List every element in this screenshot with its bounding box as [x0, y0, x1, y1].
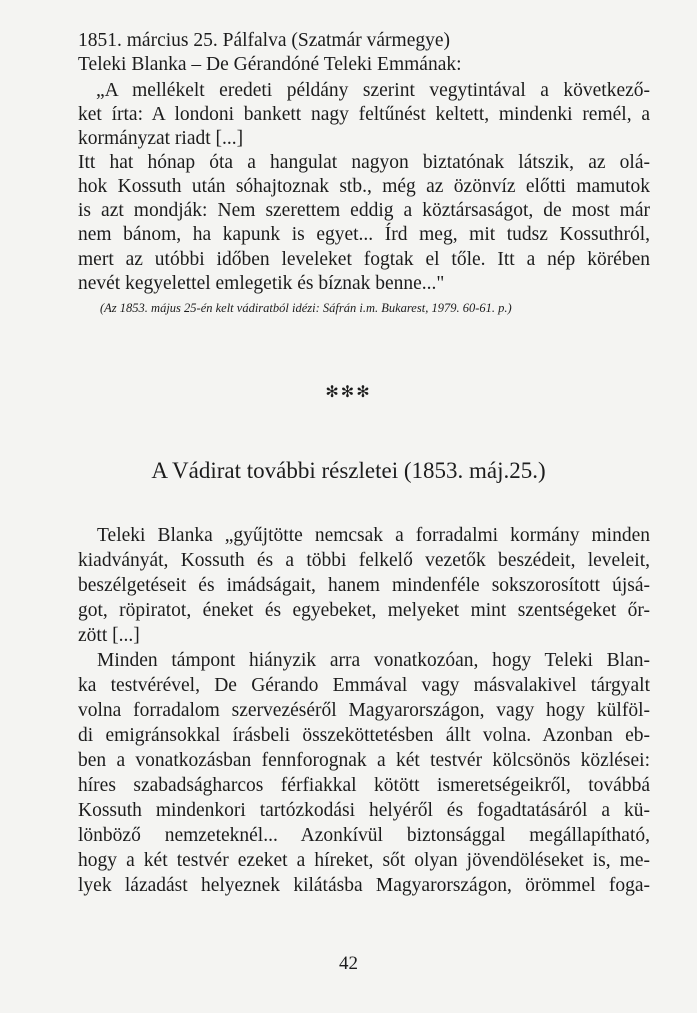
section-separator: ✻✻✻: [325, 384, 372, 401]
body-text-line: volna forradalom szervezéséről Magyarországon, vagy hogy külföl-: [78, 700, 650, 721]
letter-text-line: kormányzat riadt [...]: [78, 128, 244, 149]
letter-text-line: ket írta: A londoni bankett nagy feltűnést keltett, mindenki remél, a: [78, 104, 650, 125]
letter-date-line: 1851. március 25. Pálfalva (Szatmár vármegye): [78, 30, 450, 51]
letter-text-line: nem bánom, ha kapunk is egyet... Írd meg, mit tudsz Kossuthról,: [78, 224, 650, 245]
citation: (Az 1853. május 25-én kelt vádiratból idézi: Sáfrán i.m. Bukarest, 1979. 60-61. p.): [100, 301, 512, 315]
letter-text-line: hok Kossuth után sóhajtoznak stb., még az özönvíz előtti mamutok: [78, 176, 650, 197]
body-text-line: ben a vonatkozásban fennforognak a két testvér kölcsönös közlései:: [78, 750, 650, 771]
letter-text-line: is azt mondják: Nem szerettem eddig a köztársaságot, de most már: [78, 200, 650, 221]
body-text-line: lönböző nemzeteknél... Azonkívül biztonsággal megállapítható,: [78, 825, 650, 846]
letter-text-line: Itt hat hónap óta a hangulat nagyon biztatónak látszik, az olá-: [78, 152, 650, 173]
section-heading: A Vádirat további részletei (1853. máj.25.): [151, 458, 546, 483]
body-text-line: Minden támpont hiányzik arra vonatkozóan, hogy Teleki Blan-: [97, 650, 650, 671]
body-text-line: got, röpiratot, éneket és egyebeket, melyeket mint szentségeket őr-: [78, 600, 650, 621]
body-text-line: beszélgetéseit és imádságait, hanem mindenféle sokszorosított újsá-: [78, 575, 650, 596]
letter-text-line: mert az utóbbi időben leveleket fogtak el tőle. Itt a nép körében: [78, 249, 650, 270]
body-text-line: Teleki Blanka „gyűjtötte nemcsak a forradalmi kormány minden: [97, 525, 650, 546]
letter-text-line: „A mellékelt eredeti példány szerint vegytintával a következő-: [96, 80, 650, 101]
body-text-line: híres szabadságharcos férfiakkal kötött ismeretségeikről, továbbá: [78, 775, 650, 796]
body-text-line: di emigránsokkal írásbeli összeköttetésben állt volna. Azonban eb-: [78, 725, 650, 746]
body-text-line: lyek lázadást helyeznek kilátásba Magyarországon, örömmel foga-: [78, 875, 650, 896]
body-text-line: zött [...]: [78, 625, 140, 646]
body-text-line: Kossuth mindenkori tartózkodási helyéről és fogadtatásáról a kü-: [78, 800, 650, 821]
letter-text-line: nevét kegyelettel emlegetik és bíznak benne...": [78, 273, 445, 294]
page-number: 42: [339, 953, 358, 974]
body-text-line: ka testvérével, De Gérando Emmával vagy másvalakivel tárgyalt: [78, 675, 650, 696]
body-text-line: kiadványát, Kossuth és a többi felkelő vezetők beszédeit, leveleit,: [78, 550, 650, 571]
letter-recipient-line: Teleki Blanka – De Gérandóné Teleki Emmának:: [78, 54, 462, 75]
body-text-line: hogy a két testvér ezeket a híreket, sőt olyan jövendöléseket is, me-: [78, 850, 650, 871]
